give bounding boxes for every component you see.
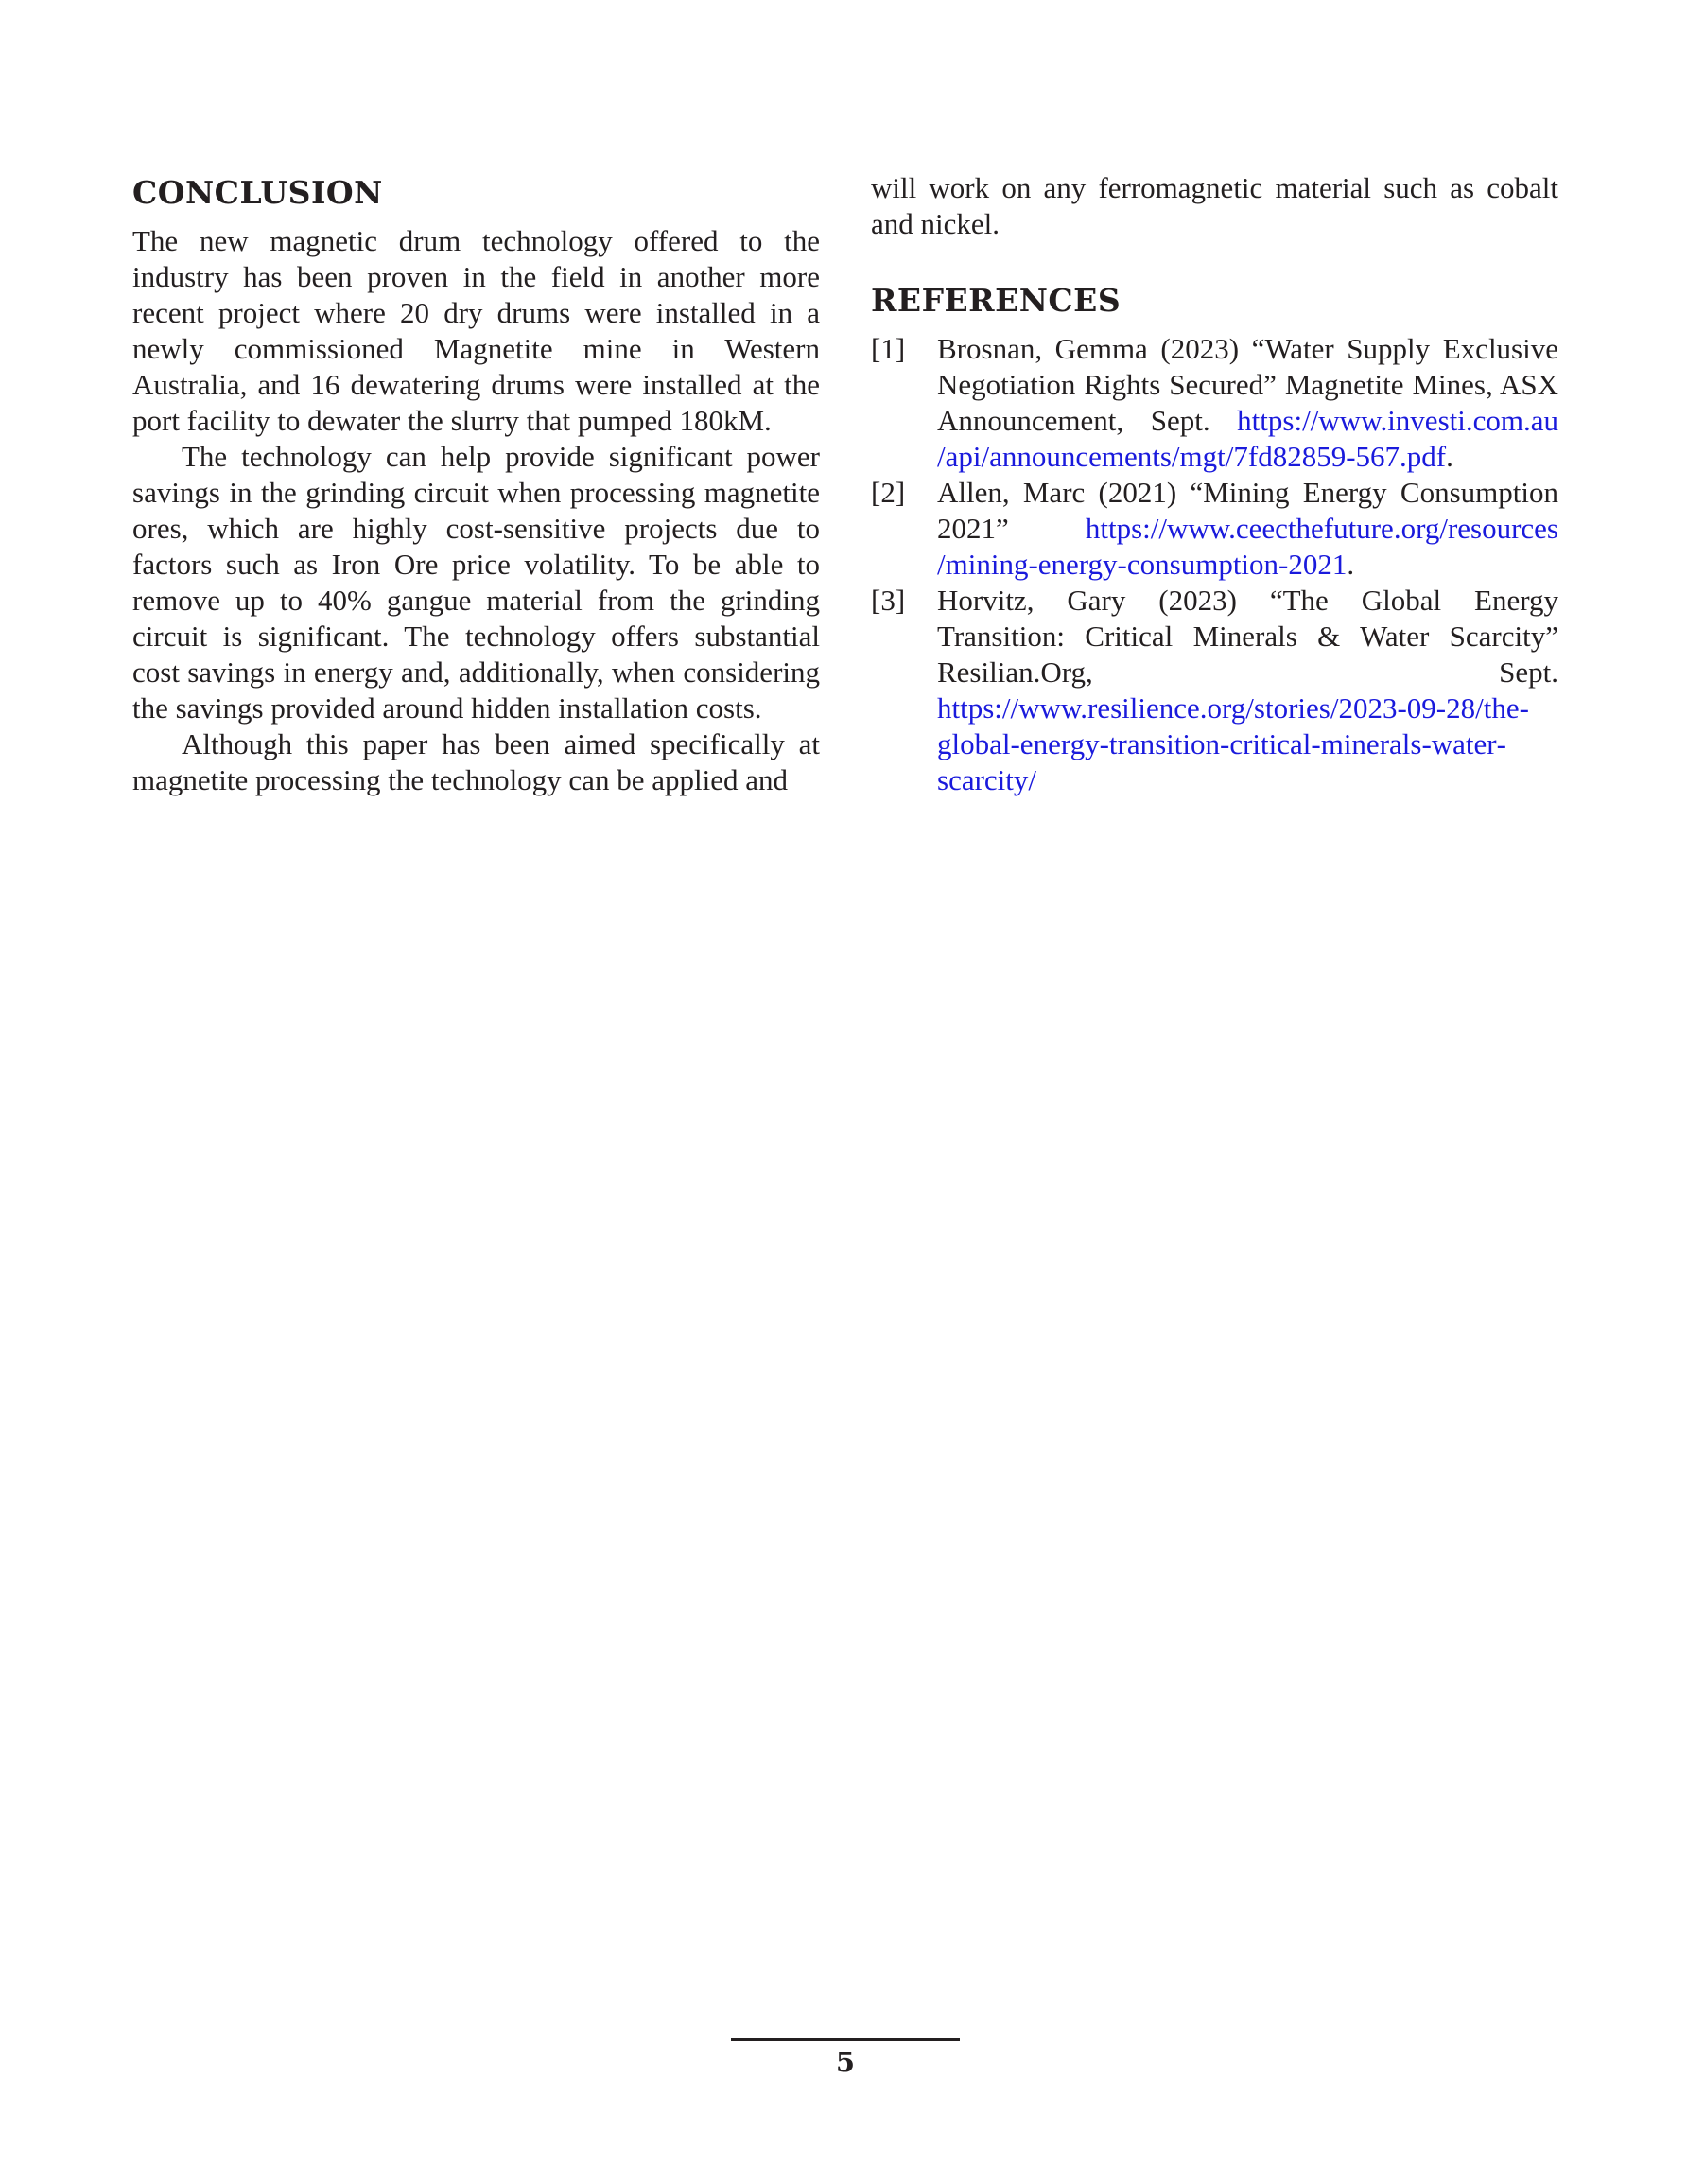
reference-number: [2] (871, 476, 906, 509)
reference-body (937, 475, 1558, 583)
reference-link-part-2: /api/announcements/mgt/7fd82859-567.pdf (937, 440, 1447, 473)
reference-link-part-3: -scarcity/ (937, 727, 1506, 796)
reference-text: Allen, Marc (2021) “Mining Energy Consumption 2021” (937, 476, 1558, 545)
conclusion-heading: CONCLUSION (132, 174, 383, 211)
conclusion-paragraph-1: The new magnetic drum technology offered to the industry has been proven in the field in another more recent project where 20 dry drums were installed in a newly commissioned Magnetite mine in Western Australia, and 16 dewatering drums were installed at the port facility to dewater the slurry that pumped 180kM. (132, 224, 820, 437)
page-number: 5 (835, 2046, 856, 2078)
conclusion-paragraph-3: Although this paper has been aimed specifically at magnetite processing the technology can be applied and (132, 727, 820, 796)
reference-text: Horvitz, Gary (2023) “The Global Energy Transition: Critical Minerals & Water Scarcity” Resilian.Org, Sept. (937, 584, 1558, 689)
reference-text: Brosnan, Gemma (2023) “Water Supply Exclusive Negotiation Rights Secured” Magnetite Mines, ASX Announcement, Sept. (937, 332, 1558, 437)
references-list (871, 331, 1558, 798)
reference-link-part-1: https://www.ceecthefuture.org/resources (1085, 512, 1558, 545)
reference-number: [1] (871, 332, 906, 365)
reference-link-part-1: https://www.resilience.org/stories/2023-09-28 (937, 691, 1476, 725)
reference-link-part-1: https://www.investi.com.au (1237, 404, 1558, 437)
reference-link-part-2: /mining-energy-consumption-2021 (937, 548, 1348, 581)
conclusion-paragraph-3-continued: will work on any ferromagnetic material such as cobalt and nickel. (871, 171, 1558, 240)
reference-link-part-2: /the-global-energy-transition-critical-minerals-water (937, 691, 1529, 760)
right-column (871, 170, 1558, 798)
footer-rule (731, 2038, 960, 2041)
reference-trailing-punct: . (1446, 440, 1453, 473)
reference-body (937, 331, 1558, 475)
conclusion-paragraph-2: The technology can help provide significant power savings in the grinding circuit when processing magnetite ores, which are highly cost-sensitive projects due to factors such as Iron Ore price volatility. To be able to remove up to 40% gangue material from the grinding circuit is significant. The technology offers substantial cost savings in energy and, additionally, when considering the savings provided around hidden installation costs. (132, 440, 820, 725)
reference-body (937, 583, 1558, 798)
left-column (132, 170, 820, 798)
reference-item-3 (871, 583, 1558, 798)
references-heading: REFERENCES (871, 282, 1122, 319)
reference-number: [3] (871, 584, 906, 617)
reference-item-2 (871, 475, 1558, 583)
reference-item-1 (871, 331, 1558, 475)
reference-trailing-punct: . (1347, 548, 1355, 581)
reference-link[interactable] (937, 691, 1529, 796)
